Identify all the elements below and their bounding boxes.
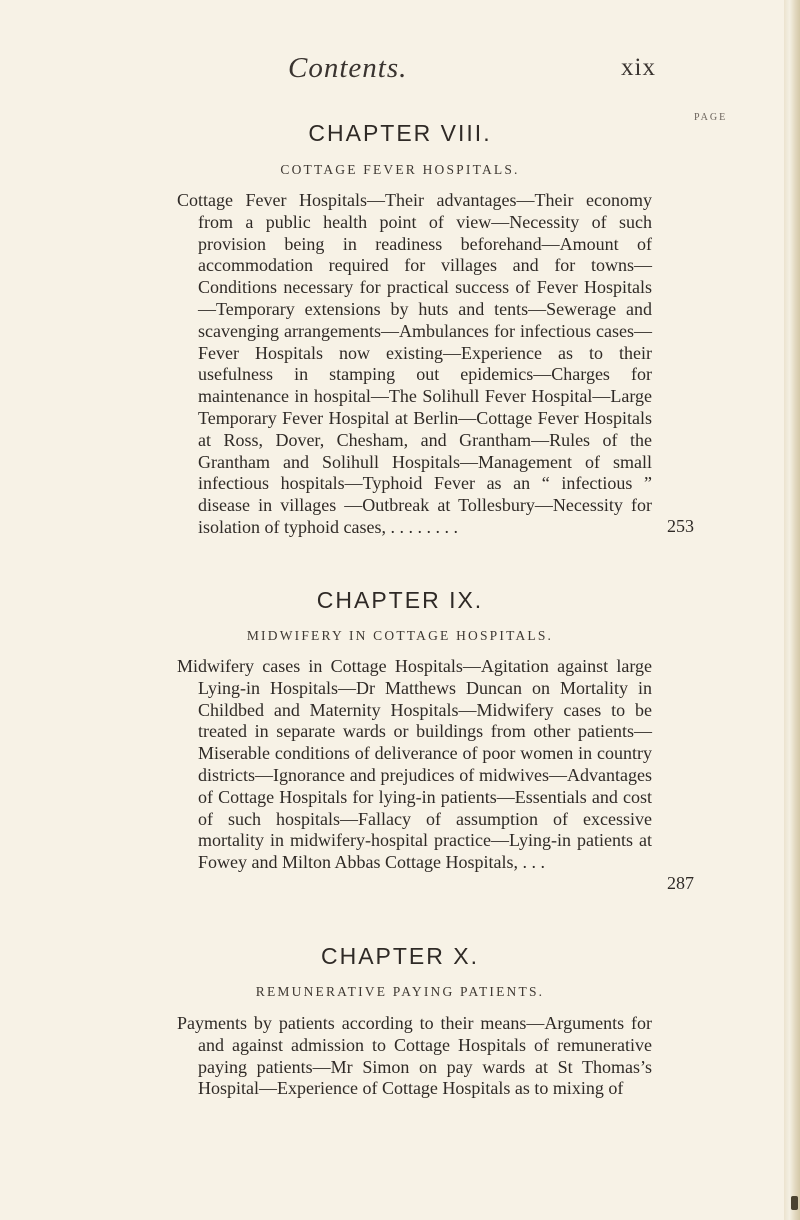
chapter-summary: Midwifery cases in Cottage Hospitals—Agitation against large Lying-in Hospitals—Dr Matthews Duncan on Mortality in Childbed and Maternity Hospitals—Midwifery cases to be treated in separate wards or buildings from other patients— Miserable conditions of deliverance of poor women in country districts—Ignorance and prejudices of midwives—Advantages of Cottage Hospitals for lying-in patients—Essentials and cost of such hospitals—Fallacy of assumption of excessive mortality in midwifery-hospital practice—Lying-in patients at Fowey and Milton Abbas Cottage Hospitals, . . . (177, 656, 652, 873)
chapter-subheading: REMUNERATIVE PAYING PATIENTS. (255, 984, 545, 999)
chapter-page-number: 287 (667, 873, 694, 893)
chapter-heading: CHAPTER X. (320, 943, 480, 969)
chapter-summary: Cottage Fever Hospitals—Their advantages—Their economy from a public health point of view—Necessity of such provision being in readiness beforehand—Amount of accommodation required for villages and for towns—Conditions necessary for practical success of Fever Hospitals—Temporary extensions by huts and tents—Sewerage and scavenging arrangements—Ambulances for infectious cases—Fever Hospitals now existing—Experience as to their usefulness in stamping out epidemics—Charges for maintenance in hospital—The Solihull Fever Hospital—Large Temporary Fever Hospital at Berlin—Cottage Fever Hospitals at Ross, Dover, Chesham, and Grantham—Rules of the Grantham and Solihull Hospitals—Management of small infectious hospitals—Typhoid Fever as an “ infectious ” disease in villages —Outbreak at Tollesbury—Necessity for isolation of typhoid cases, . . . . . . . . (177, 190, 652, 537)
chapter-page-number: 253 (667, 516, 694, 536)
chapter-subheading: COTTAGE FEVER HOSPITALS. (280, 162, 520, 177)
chapter-heading: CHAPTER VIII. (308, 120, 492, 146)
chapter-summary: Payments by patients according to their means—Arguments for and against admission to Cottage Hospitals of remunerative paying patients—Mr Simon on pay wards at St Thomas’s Hospital—Experience of Cottage Hospitals as to mixing of (177, 1013, 652, 1099)
chapter-heading: CHAPTER IX. (316, 587, 484, 613)
page-column-label: PAGE (694, 112, 728, 123)
page-number-roman: xix (621, 54, 656, 81)
running-title: Contents. (288, 52, 408, 84)
ink-spot (791, 1196, 798, 1210)
chapter-subheading: MIDWIFERY IN COTTAGE HOSPITALS. (246, 628, 554, 643)
